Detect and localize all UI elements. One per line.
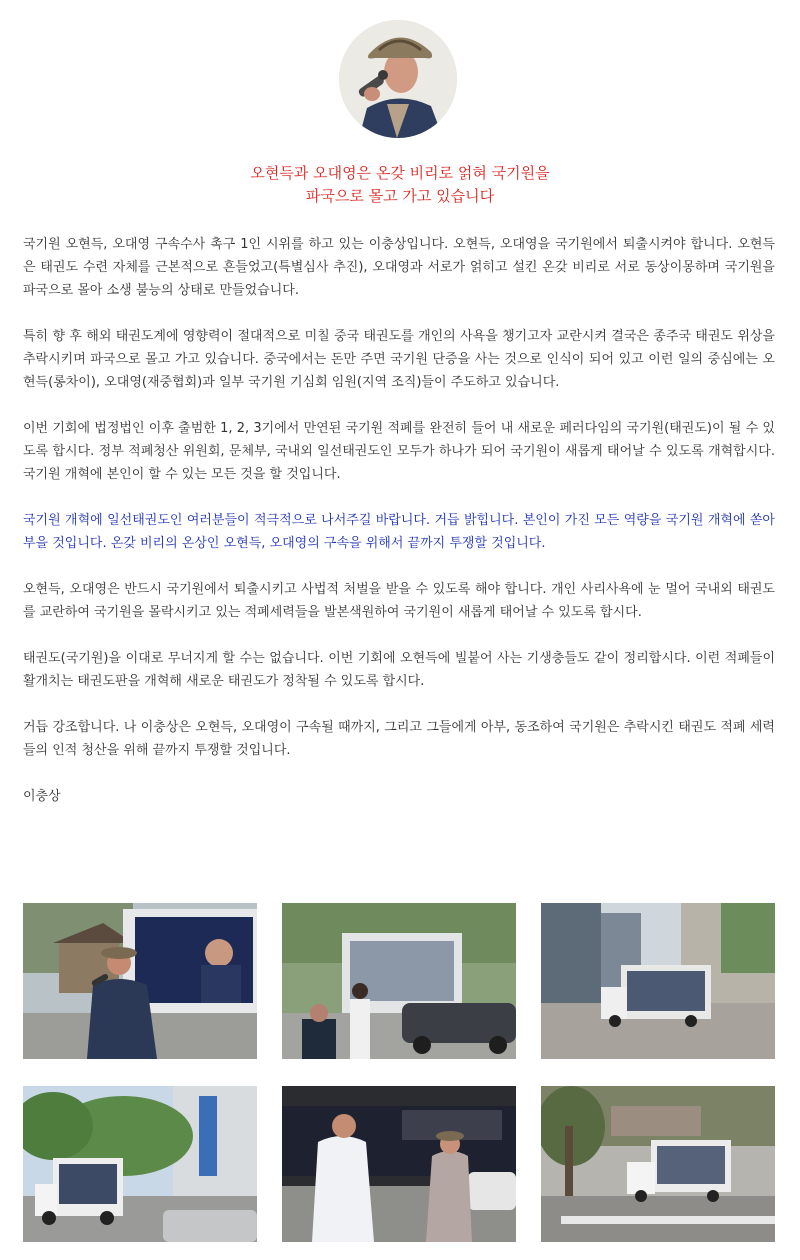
- photo-protester-speaking[interactable]: [23, 903, 257, 1059]
- headline-line-1: 오현득과 오대영은 온갖 비리로 얽혀 국기원을: [250, 164, 550, 182]
- photo-truck-road[interactable]: [23, 1086, 257, 1242]
- article-body: [23, 233, 775, 808]
- paragraph-1: 국기원 오현득, 오대영 구속수사 촉구 1인 시위를 하고 있는 이충상입니다. 오현득, 오대영을 국기원에서 퇴출시켜야 합니다. 오현득은 태권도 수련 자체를 근본적으로 흔들었고(특별심사 추진), 오대영과 서로가 얽히고 설킨 온갖 비리로 서로 동상이몽하며 국기원을 파국으로 몰아 소생 불능의 상태로 만들었습니다.: [23, 237, 775, 298]
- author-signature: 이충상: [23, 789, 61, 804]
- paragraph-2: 특히 향 후 해외 태권도계에 영향력이 절대적으로 미칠 중국 태권도를 개인의 사욕을 챙기고자 교란시켜 결국은 종주국 태권도 위상을 추락시키며 파국으로 몰고 가고 있습니다. 중국에서는 돈만 주면 국기원 단증을 사는 것으로 인식이 되어 있고 이런 일의 중심에는 오현득(롱차이), 오대영(재중협회)과 일부 국기원 기심회 임원(지역 조직)들이 주도하고 있습니다.: [23, 329, 775, 390]
- paragraph-6: 태권도(국기원)을 이대로 무너지게 할 수는 없습니다. 이번 기회에 오현득에 빌붙어 사는 기생충들도 같이 정리합시다. 이런 적폐들이 활개치는 태권도판을 개혁해 새로운 태권도가 정착될 수 있도록 합시다.: [23, 651, 775, 689]
- author-avatar: [339, 20, 457, 138]
- photo-truck-intersection[interactable]: [541, 1086, 775, 1242]
- photo-banner-wall[interactable]: [282, 1086, 516, 1242]
- paragraph-4-highlight: 국기원 개혁에 일선태권도인 여러분들이 적극적으로 나서주길 바랍니다. 거듭 밝힙니다. 본인이 가진 모든 역량을 국기원 개혁에 쏟아 부을 것입니다. 온갖 비리의 온상인 오현득, 오대영의 구속을 위해서 끝까지 투쟁할 것입니다.: [23, 513, 775, 551]
- photo-truck-buildings[interactable]: [541, 903, 775, 1059]
- paragraph-3: 이번 기회에 법정법인 이후 출범한 1, 2, 3기에서 만연된 국기원 적폐를 완전히 들어 내 새로운 페러다임의 국기원(태권도)이 될 수 있도록 합시다. 정부 적폐청산 위원회, 문체부, 국내외 일선태권도인 모두가 하나가 되어 국기원이 새롭게 태어날 수 있도록 개혁합시다. 국기원 개혁에 본인이 할 수 있는 모든 것을 할 것입니다.: [23, 421, 775, 482]
- paragraph-7: 거듭 강조합니다. 나 이충상은 오현득, 오대영이 구속될 때까지, 그리고 그들에게 아부, 동조하여 국기원은 추락시킨 태권도 적폐 세력들의 인적 청산을 위해 끝까지 투쟁할 것입니다.: [23, 720, 775, 758]
- paragraph-5: 오현득, 오대영은 반드시 국기원에서 퇴출시키고 사법적 처벌을 받을 수 있도록 해야 합니다. 개인 사리사욕에 눈 멀어 국내외 태권도를 교란하여 국기원을 몰락시키고 있는 적폐세력들을 발본색원하여 국기원이 새롭게 태어날 수 있도록 합시다.: [23, 582, 775, 620]
- headline-line-2: 파국으로 몰고 가고 있습니다: [305, 187, 495, 205]
- photo-street-truck[interactable]: [282, 903, 516, 1059]
- headline: [0, 162, 800, 208]
